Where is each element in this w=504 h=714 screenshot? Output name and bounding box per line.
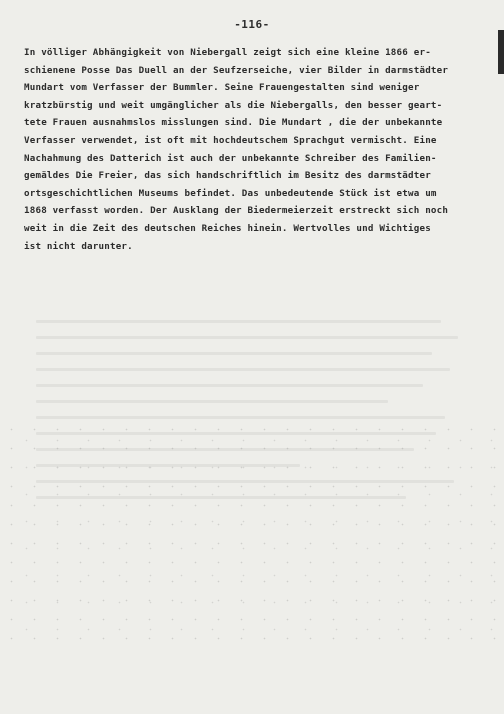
text-line: schienene Posse Das Duell an der Seufzerseiche, vier Bilder in darmstädter: [24, 64, 449, 76]
text-line: kratzbürstig und weit umgänglicher als die Niebergalls, den besser geart-: [24, 99, 443, 111]
text-line: weit in die Zeit des deutschen Reiches hinein. Wertvolles und Wichtiges: [24, 222, 431, 234]
text-line: ortsgeschichtlichen Museums befindet. Das unbedeutende Stück ist etwa um: [24, 187, 437, 199]
text-line: tete Frauen ausnahmslos misslungen sind. Die Mundart , die der unbekannte: [24, 117, 443, 129]
text-line: 1868 verfasst worden. Der Ausklang der Biedermeierzeit erstreckt sich noch: [24, 205, 449, 217]
text-line: Verfasser verwendet, ist oft mit hochdeutschem Sprachgut vermischt. Eine: [24, 134, 437, 146]
body-text: [24, 44, 492, 255]
text-line: gemäldes Die Freier, das sich handschriftlich im Besitz des darmstädter: [24, 170, 431, 182]
page-edge-mark: [498, 30, 504, 74]
page-number: -116-: [234, 18, 270, 31]
paper-speckle: [0, 420, 504, 650]
text-line: In völliger Abhängigkeit von Niebergall zeigt sich eine kleine 1866 er-: [24, 47, 431, 58]
text-line: ist nicht darunter.: [24, 240, 133, 252]
text-line: Nachahmung des Datterich ist auch der unbekannte Schreiber des Familien-: [24, 152, 437, 164]
text-line: Mundart vom Verfasser der Bummler. Seine Frauengestalten sind weniger: [24, 82, 420, 94]
